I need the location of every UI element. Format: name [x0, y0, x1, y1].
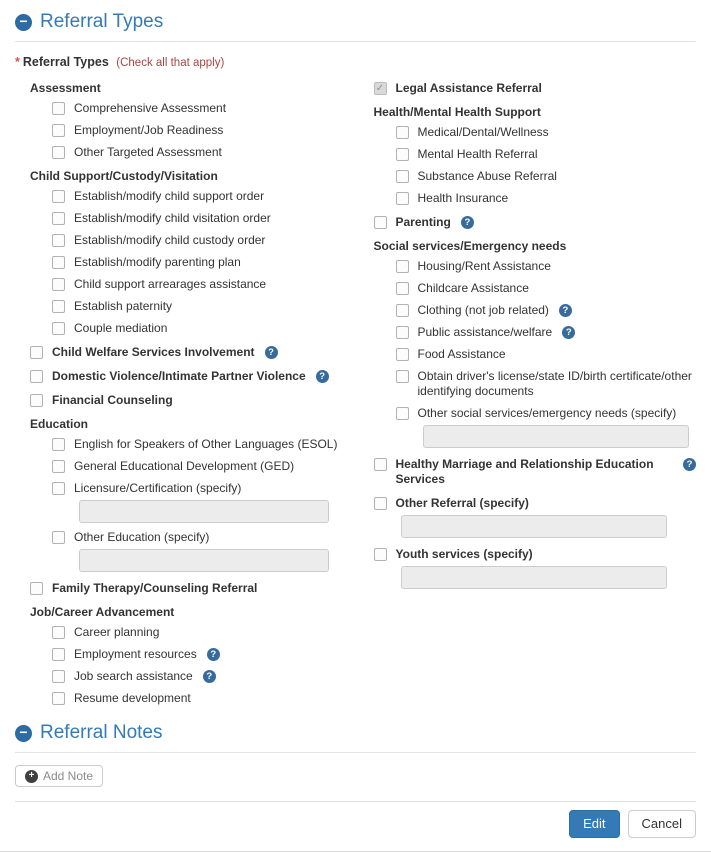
checkbox-legal-assistance-referral: ✓: [374, 82, 387, 95]
checkbox-item: [396, 125, 697, 140]
checkbox-housing-rent-assistance[interactable]: [396, 260, 409, 273]
checkbox-row: [52, 101, 356, 116]
checkbox-establish-modify-child-custody-order[interactable]: [52, 234, 65, 247]
checkbox-item: [52, 145, 356, 160]
checkbox-label: Establish/modify child custody order: [74, 233, 266, 247]
checkbox-label: Parenting: [395, 215, 451, 229]
checkbox-row: [52, 625, 356, 640]
checkbox-item: [52, 255, 356, 270]
checkbox-row: [396, 169, 697, 184]
checkbox-label: Food Assistance: [417, 347, 506, 361]
checkbox-label: Other social services/emergency needs (specify): [417, 406, 677, 420]
standalone-legal-assistance-referral: [374, 81, 697, 96]
checkbox-establish-modify-child-visitation-order[interactable]: [52, 212, 65, 225]
specify-input-licensure-certification-specify[interactable]: [79, 500, 329, 523]
checkbox-label: Other Referral (specify): [395, 496, 529, 510]
checkbox-columns: [15, 81, 696, 715]
standalone-domestic-violence-intimate-partner-violence: [30, 369, 356, 384]
checkbox-item: [52, 277, 356, 292]
checkbox-label: Job search assistance: [74, 669, 193, 683]
checkbox-label: Establish/modify parenting plan: [74, 255, 241, 269]
checkbox-label: Comprehensive Assessment: [74, 101, 227, 115]
checkbox-label: English for Speakers of Other Languages (ESOL): [74, 437, 338, 451]
standalone-other-referral-specify: [374, 496, 697, 538]
help-icon[interactable]: ?: [203, 670, 216, 683]
checkbox-item: [52, 101, 356, 116]
checkbox-job-search-assistance[interactable]: [52, 670, 65, 683]
checkbox-row: [52, 299, 356, 314]
checkbox-row: [30, 369, 356, 384]
checkbox-item: [52, 647, 356, 662]
field-hint: (Check all that apply): [116, 57, 225, 69]
specify-input-other-education-specify[interactable]: [79, 549, 329, 572]
checkbox-label: Couple mediation: [74, 321, 168, 335]
checkbox-item: [396, 406, 697, 448]
checkbox-employment-job-readiness[interactable]: [52, 124, 65, 137]
section-title-referral-notes: Referral Notes: [40, 722, 163, 743]
group-health-mental-health-support: [374, 105, 697, 206]
collapse-section-icon[interactable]: −: [15, 725, 32, 742]
checkbox-label: Financial Counseling: [52, 393, 173, 407]
help-icon[interactable]: ?: [461, 216, 474, 229]
group-header: Social services/Emergency needs: [373, 239, 567, 253]
checkbox-licensure-certification-specify[interactable]: [52, 482, 65, 495]
standalone-financial-counseling: [30, 393, 356, 408]
field-label: Referral Types: [22, 55, 109, 69]
referral-notes-body: [15, 753, 696, 801]
checkbox-item: [396, 169, 697, 184]
help-icon[interactable]: ?: [559, 304, 572, 317]
checkbox-label: Legal Assistance Referral: [395, 81, 542, 95]
checkbox-row: [396, 147, 697, 162]
checkbox-row: [52, 437, 356, 452]
checkbox-row: [52, 123, 356, 138]
group-social-services-emergency-needs: [374, 239, 697, 448]
checkbox-row: [374, 547, 697, 562]
checkbox-row: [30, 393, 356, 408]
section-title-referral-types: Referral Types: [40, 11, 164, 32]
checkbox-row: [396, 406, 697, 421]
checkbox-item: [396, 281, 697, 296]
checkbox-item: [52, 437, 356, 452]
checkbox-establish-modify-child-support-order[interactable]: [52, 190, 65, 203]
checkbox-label: Licensure/Certification (specify): [74, 481, 242, 495]
checkbox-food-assistance[interactable]: [396, 348, 409, 361]
group-job-career-advancement: [30, 605, 356, 706]
checkbox-label: Employment resources: [74, 647, 197, 661]
checkbox-domestic-violence-intimate-partner-violence[interactable]: [30, 370, 43, 383]
group-header: Child Support/Custody/Visitation: [30, 169, 218, 183]
checkbox-childcare-assistance[interactable]: [396, 282, 409, 295]
checkbox-item: [52, 123, 356, 138]
checkbox-financial-counseling[interactable]: [30, 394, 43, 407]
checkbox-item: [396, 369, 697, 399]
checkbox-label: Family Therapy/Counseling Referral: [52, 581, 258, 595]
checkbox-item: [30, 393, 356, 408]
checkbox-other-social-services-emergency-needs-specify[interactable]: [396, 407, 409, 420]
specify-input-other-social-services-emergency-needs-specify[interactable]: [423, 425, 689, 448]
checkbox-obtain-driver-s-license-state-id-birth-certifica[interactable]: [396, 370, 409, 383]
checkbox-row: [52, 321, 356, 336]
checkbox-row: [374, 496, 697, 511]
checkbox-row: [52, 530, 356, 545]
checkbox-label: Healthy Marriage and Relationship Education Services: [395, 457, 654, 486]
checkbox-mental-health-referral[interactable]: [396, 148, 409, 161]
checkbox-row: [396, 125, 697, 140]
checkbox-parenting[interactable]: [374, 216, 387, 229]
checkbox-item: [52, 481, 356, 523]
checkbox-label: Child Welfare Services Involvement: [52, 345, 255, 359]
add-note-label: Add Note: [43, 769, 94, 783]
checkbox-healthy-marriage-and-relationship-education-serv[interactable]: [374, 458, 387, 471]
checkbox-employment-resources[interactable]: [52, 648, 65, 661]
checkbox-item: [52, 530, 356, 572]
specify-input-youth-services-specify[interactable]: [401, 566, 667, 589]
checkbox-label: Health Insurance: [417, 191, 509, 205]
referral-notes-section-header: [15, 715, 696, 749]
group-header: Education: [30, 417, 89, 431]
checkbox-item: [396, 303, 697, 318]
checkbox-label: Mental Health Referral: [417, 147, 538, 161]
checkbox-label: Housing/Rent Assistance: [417, 259, 551, 273]
checkbox-label: Establish/modify child support order: [74, 189, 265, 203]
checkbox-family-therapy-counseling-referral[interactable]: [30, 582, 43, 595]
checkbox-item: [396, 191, 697, 206]
group-child-support-custody-visitation: [30, 169, 356, 336]
checkbox-item: [52, 189, 356, 204]
checkbox-row: [396, 303, 697, 318]
add-note-button[interactable]: [15, 765, 103, 787]
help-icon[interactable]: ?: [562, 326, 575, 339]
checkbox-item: [52, 299, 356, 314]
standalone-healthy-marriage-and-relationship-education-serv: [374, 457, 697, 487]
checkbox-row: [52, 481, 356, 496]
group-header: Assessment: [30, 81, 101, 95]
group-header: Job/Career Advancement: [30, 605, 175, 619]
checkbox-item: [396, 347, 697, 362]
checkbox-label: Youth services (specify): [395, 547, 533, 561]
checkbox-item: [396, 325, 697, 340]
standalone-youth-services-specify: [374, 547, 697, 589]
checkbox-item: [396, 259, 697, 274]
checkbox-medical-dental-wellness[interactable]: [396, 126, 409, 139]
checkbox-row: [52, 647, 356, 662]
checkbox-row: [396, 325, 697, 340]
referral-types-field-label: [15, 55, 696, 69]
checkbox-item: [374, 496, 697, 538]
checkbox-label: Substance Abuse Referral: [417, 169, 557, 183]
checkbox-label: Employment/Job Readiness: [74, 123, 224, 137]
standalone-family-therapy-counseling-referral: [30, 581, 356, 596]
checkbox-item: [374, 457, 697, 487]
help-icon[interactable]: ?: [265, 346, 278, 359]
checkbox-item: [52, 669, 356, 684]
help-icon[interactable]: ?: [207, 648, 220, 661]
checkbox-substance-abuse-referral[interactable]: [396, 170, 409, 183]
checkbox-label: Other Education (specify): [74, 530, 210, 544]
checkbox-item: [30, 369, 356, 384]
checkbox-label: Career planning: [74, 625, 160, 639]
checkbox-row: [52, 277, 356, 292]
checkbox-row: [396, 347, 697, 362]
checkbox-row: [52, 211, 356, 226]
group-assessment: [30, 81, 356, 160]
standalone-child-welfare-services-involvement: [30, 345, 356, 360]
checkbox-row: [52, 189, 356, 204]
checkbox-clothing-not-job-related[interactable]: [396, 304, 409, 317]
right-column: [356, 81, 697, 715]
checkbox-child-welfare-services-involvement[interactable]: [30, 346, 43, 359]
checkbox-item: [374, 215, 697, 230]
checkbox-label: Childcare Assistance: [417, 281, 529, 295]
checkbox-item: [396, 147, 697, 162]
checkbox-row: [374, 215, 697, 230]
checkbox-couple-mediation[interactable]: [52, 322, 65, 335]
checkbox-other-targeted-assessment[interactable]: [52, 146, 65, 159]
checkbox-label: Child support arrearages assistance: [74, 277, 267, 291]
checkbox-label: Domestic Violence/Intimate Partner Violence: [52, 369, 306, 383]
checkbox-label: Establish paternity: [74, 299, 173, 313]
checkbox-comprehensive-assessment[interactable]: [52, 102, 65, 115]
checkbox-youth-services-specify[interactable]: [374, 548, 387, 561]
group-education: [30, 417, 356, 572]
edit-button[interactable]: Edit: [569, 810, 619, 838]
checkbox-item: [30, 581, 356, 596]
checkbox-item: [374, 81, 697, 96]
checkbox-public-assistance-welfare[interactable]: [396, 326, 409, 339]
checkbox-item: [30, 345, 356, 360]
required-marker: *: [15, 55, 20, 69]
specify-input-other-referral-specify[interactable]: [401, 515, 667, 538]
checkbox-label: Medical/Dental/Wellness: [417, 125, 549, 139]
help-icon[interactable]: ?: [316, 370, 329, 383]
checkbox-row: [52, 691, 356, 706]
checkbox-row: [52, 233, 356, 248]
checkbox-other-education-specify[interactable]: [52, 531, 65, 544]
checkbox-item: [52, 625, 356, 640]
form-footer: [15, 801, 696, 851]
checkbox-row: [52, 255, 356, 270]
checkbox-career-planning[interactable]: [52, 626, 65, 639]
checkbox-label: Resume development: [74, 691, 191, 705]
collapse-section-icon[interactable]: −: [15, 14, 32, 31]
referral-types-section-header: [15, 4, 696, 38]
checkbox-row: [52, 459, 356, 474]
checkbox-row: [30, 345, 356, 360]
checkbox-row: [374, 81, 697, 96]
section-divider: [15, 41, 696, 42]
left-column: [15, 81, 356, 715]
checkbox-health-insurance[interactable]: [396, 192, 409, 205]
checkbox-general-educational-development-ged[interactable]: [52, 460, 65, 473]
checkbox-item: [374, 547, 697, 589]
plus-circle-icon: +: [25, 770, 38, 783]
checkbox-label: Obtain driver's license/state ID/birth certificate/other identifying documents: [417, 369, 692, 398]
checkbox-row: [396, 259, 697, 274]
cancel-button[interactable]: Cancel: [628, 810, 696, 838]
checkbox-item: [52, 211, 356, 226]
checkbox-row: [396, 281, 697, 296]
checkbox-item: [52, 321, 356, 336]
checkbox-item: [52, 459, 356, 474]
group-header: Health/Mental Health Support: [373, 105, 541, 119]
checkbox-row: [52, 669, 356, 684]
checkbox-label: General Educational Development (GED): [74, 459, 295, 473]
standalone-parenting: [374, 215, 697, 230]
checkbox-row: [374, 457, 697, 487]
checkbox-child-support-arrearages-assistance[interactable]: [52, 278, 65, 291]
checkbox-row: [30, 581, 356, 596]
checkbox-row: [396, 191, 697, 206]
checkbox-label: Clothing (not job related): [417, 303, 549, 317]
help-icon[interactable]: ?: [683, 458, 696, 471]
checkbox-label: Establish/modify child visitation order: [74, 211, 271, 225]
checkbox-row: [52, 145, 356, 160]
checkbox-other-referral-specify[interactable]: [374, 497, 387, 510]
checkbox-item: [52, 691, 356, 706]
checkbox-item: [52, 233, 356, 248]
checkbox-establish-paternity[interactable]: [52, 300, 65, 313]
checkbox-label: Public assistance/welfare: [417, 325, 553, 339]
checkbox-row: [396, 369, 697, 399]
checkbox-english-for-speakers-of-other-languages-esol[interactable]: [52, 438, 65, 451]
checkbox-establish-modify-parenting-plan[interactable]: [52, 256, 65, 269]
checkbox-resume-development[interactable]: [52, 692, 65, 705]
checkbox-label: Other Targeted Assessment: [74, 145, 222, 159]
